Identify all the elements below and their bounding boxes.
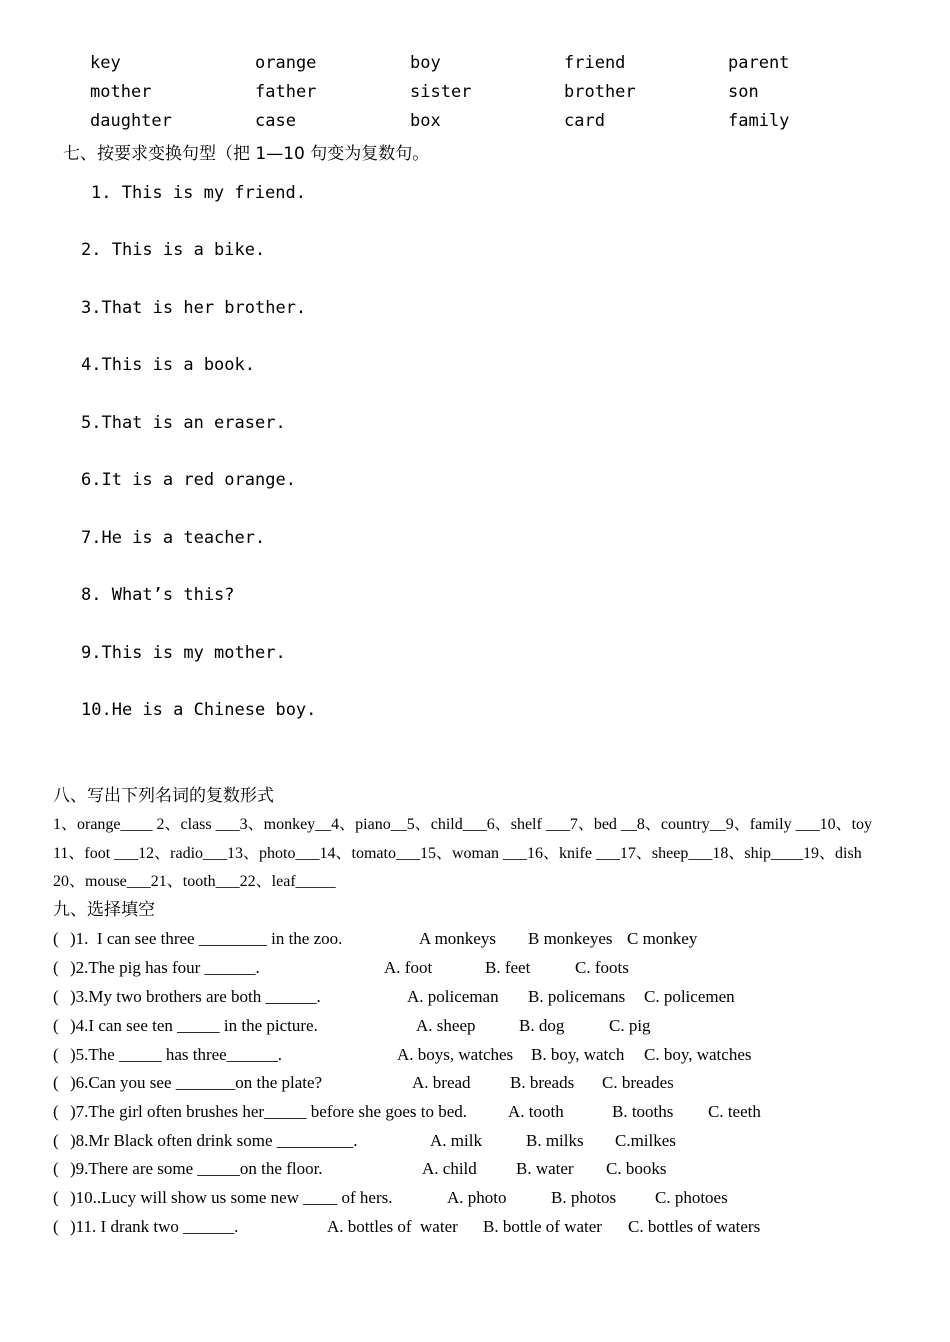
section8-title: 八、写出下列名词的复数形式 <box>53 786 274 806</box>
word-cell: son <box>728 82 759 102</box>
section7-title: 七、按要求变换句型（把 1—10 句变为复数句。 <box>63 144 430 164</box>
word-cell: case <box>255 111 296 131</box>
option-a: A. bread <box>412 1073 471 1092</box>
sentence-item: 8. What’s this? <box>81 585 235 605</box>
question-stem: )5.The _____ has three______. <box>70 1045 282 1064</box>
section9-title: 九、选择填空 <box>53 900 155 920</box>
question-stem: )1. I can see three ________ in the zoo. <box>70 929 343 948</box>
option-b: B. policemans <box>528 987 626 1006</box>
option-c: C. boy, watches <box>644 1045 752 1064</box>
option-a: A. boys, watches <box>397 1045 514 1064</box>
option-c: C. bottles of waters <box>628 1217 761 1236</box>
option-b: B. photos <box>551 1188 617 1207</box>
question-stem: )6.Can you see _______on the plate? <box>70 1073 323 1092</box>
question-stem: )11. I drank two ______. <box>70 1217 239 1236</box>
sentence-item: 5.That is an eraser. <box>81 413 286 433</box>
word-cell: key <box>90 53 121 73</box>
answer-paren: ( <box>53 987 59 1006</box>
answer-paren: ( <box>53 958 59 977</box>
option-b: B. water <box>516 1159 574 1178</box>
word-cell: sister <box>410 82 472 102</box>
option-a: A. child <box>422 1159 477 1178</box>
option-b: B. breads <box>510 1073 575 1092</box>
answer-paren: ( <box>53 1045 59 1064</box>
word-cell: daughter <box>90 111 172 131</box>
option-a: A. milk <box>430 1131 482 1150</box>
option-a: A. tooth <box>508 1102 564 1121</box>
question-stem: )2.The pig has four ______. <box>70 958 260 977</box>
sentence-item: 4.This is a book. <box>81 355 255 375</box>
word-cell: parent <box>728 53 790 73</box>
option-a: A. policeman <box>407 987 499 1006</box>
question-stem: )9.There are some _____on the floor. <box>70 1159 323 1178</box>
question-stem: )10..Lucy will show us some new ____ of hers. <box>70 1188 393 1207</box>
sentence-item: 9.This is my mother. <box>81 643 286 663</box>
option-b: B monkeyes <box>528 929 613 948</box>
option-b: B. bottle of water <box>483 1217 602 1236</box>
option-a: A. photo <box>447 1188 507 1207</box>
word-cell: family <box>728 111 790 131</box>
answer-paren: ( <box>53 1102 59 1121</box>
sentence-item: 6.It is a red orange. <box>81 470 296 490</box>
answer-paren: ( <box>53 1188 59 1207</box>
word-cell: father <box>255 82 317 102</box>
option-c: C. policemen <box>644 987 735 1006</box>
option-c: C. breades <box>602 1073 674 1092</box>
sentence-item: 3.That is her brother. <box>81 298 307 318</box>
option-a: A monkeys <box>419 929 496 948</box>
word-cell: friend <box>564 53 626 73</box>
option-c: C. books <box>606 1159 667 1178</box>
option-c: C. teeth <box>708 1102 761 1121</box>
option-a: A. bottles of water <box>327 1217 458 1236</box>
option-a: A. foot <box>384 958 433 977</box>
answer-paren: ( <box>53 929 59 948</box>
option-c: C. foots <box>575 958 629 977</box>
plural-line: 11、foot ___12、radio___13、photo___14、tomato___15、woman ___16、knife ___17、sheep___18、ship____19、dish <box>53 845 862 862</box>
question-stem: )8.Mr Black often drink some _________. <box>70 1131 358 1150</box>
sentence-item: 2. This is a bike. <box>81 240 266 260</box>
option-b: B. feet <box>485 958 531 977</box>
option-c: C.milkes <box>615 1131 676 1150</box>
question-stem: )4.I can see ten _____ in the picture. <box>70 1016 318 1035</box>
word-cell: boy <box>410 53 441 73</box>
question-stem: )7.The girl often brushes her_____ before she goes to bed. <box>70 1102 468 1121</box>
word-cell: box <box>410 111 441 131</box>
plural-line: 20、mouse___21、tooth___22、leaf_____ <box>53 873 336 890</box>
option-b: B. boy, watch <box>531 1045 625 1064</box>
answer-paren: ( <box>53 1016 59 1035</box>
sentence-item: 10.He is a Chinese boy. <box>81 700 317 720</box>
sentence-item: 1. This is my friend. <box>91 183 306 203</box>
answer-paren: ( <box>53 1217 59 1236</box>
option-b: B. milks <box>526 1131 584 1150</box>
question-stem: )3.My two brothers are both ______. <box>70 987 321 1006</box>
word-cell: card <box>564 111 605 131</box>
plural-line: 1、orange____ 2、class ___3、monkey__4、piano__5、child___6、shelf ___7、bed __8、country__9、family ___10、toy <box>53 816 873 833</box>
answer-paren: ( <box>53 1073 59 1092</box>
word-cell: brother <box>564 82 636 102</box>
answer-paren: ( <box>53 1159 59 1178</box>
option-b: B. tooths <box>612 1102 674 1121</box>
option-a: A. sheep <box>416 1016 476 1035</box>
option-c: C monkey <box>627 929 698 948</box>
option-b: B. dog <box>519 1016 565 1035</box>
word-cell: orange <box>255 53 317 73</box>
sentence-item: 7.He is a teacher. <box>81 528 266 548</box>
answer-paren: ( <box>53 1131 59 1150</box>
option-c: C. photoes <box>655 1188 728 1207</box>
option-c: C. pig <box>609 1016 651 1035</box>
word-cell: mother <box>90 82 152 102</box>
